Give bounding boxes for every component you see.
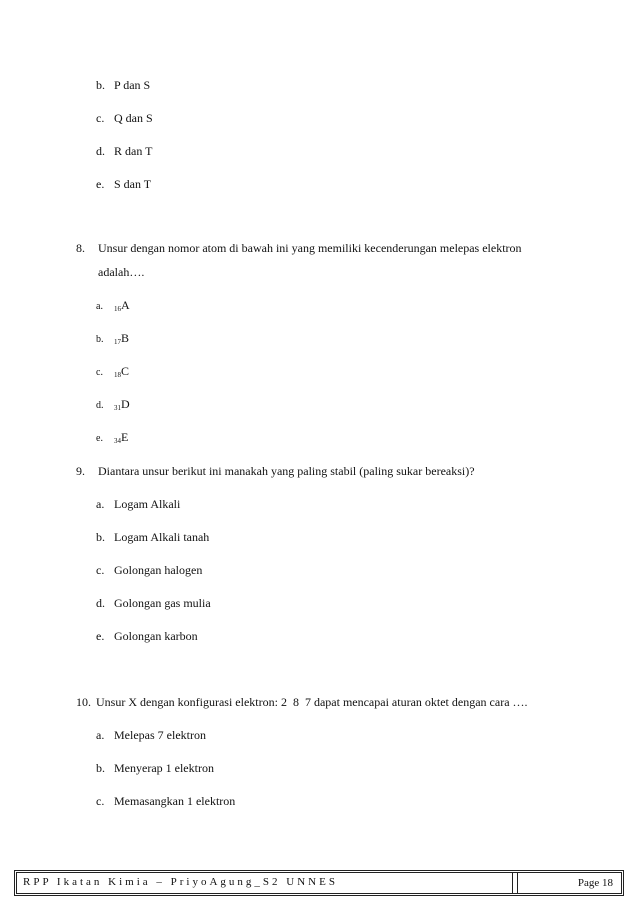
element-symbol: D <box>121 397 130 411</box>
option-text: R dan T <box>114 144 153 158</box>
element-symbol: C <box>121 364 130 378</box>
option-text: Memasangkan 1 elektron <box>114 794 236 808</box>
option-label: e. <box>96 433 103 444</box>
q9-option-c <box>96 563 202 577</box>
q9-option-a <box>96 497 180 511</box>
question-text: Unsur dengan nomor atom di bawah ini yang memiliki kecenderungan melepas elektron <box>98 241 522 255</box>
element-symbol: E <box>121 430 129 444</box>
atomic-number: 34 <box>114 437 121 445</box>
option-text: Golongan gas mulia <box>114 596 211 610</box>
q9-option-e <box>96 629 198 643</box>
option-label: d. <box>96 400 104 411</box>
option-label: b. <box>96 761 105 775</box>
q8-option-e <box>96 430 128 448</box>
option-label: e. <box>96 177 105 191</box>
atomic-number: 17 <box>114 338 121 346</box>
prev-option-c <box>96 111 153 125</box>
option-label: a. <box>96 301 103 312</box>
q8-option-c <box>96 364 129 382</box>
q10-option-a <box>96 728 206 742</box>
element-symbol: B <box>121 331 130 345</box>
option-text: Menyerap 1 elektron <box>114 761 214 775</box>
option-text: Golongan halogen <box>114 563 203 577</box>
q9-option-d <box>96 596 211 610</box>
option-label: e. <box>96 629 105 643</box>
option-label: c. <box>96 367 103 378</box>
prev-option-e <box>96 177 151 191</box>
question-text: Diantara unsur berikut ini manakah yang paling stabil (paling sukar bereaksi)? <box>98 464 475 478</box>
q9-option-b <box>96 530 209 544</box>
option-label: a. <box>96 728 105 742</box>
question-text: Unsur X dengan konfigurasi elektron: 2 8 7 dapat mencapai aturan oktet dengan cara …. <box>96 695 528 709</box>
atomic-number: 18 <box>114 371 121 379</box>
atomic-number: 16 <box>114 305 121 313</box>
option-text: Melepas 7 elektron <box>114 728 206 742</box>
prev-option-b <box>96 78 150 92</box>
option-text: Logam Alkali tanah <box>114 530 210 544</box>
page-number: Page 18 <box>577 877 613 889</box>
q8-option-d <box>96 397 130 415</box>
option-label: d. <box>96 144 105 158</box>
q10-option-c <box>96 794 235 808</box>
footer-divider <box>512 873 518 893</box>
q8-option-a <box>96 298 130 316</box>
option-text: S dan T <box>114 177 152 191</box>
option-label: d. <box>96 596 105 610</box>
option-label: c. <box>96 794 105 808</box>
element-symbol: A <box>121 298 130 312</box>
question-number: 10. <box>76 695 91 709</box>
option-text: Golongan karbon <box>114 629 198 643</box>
question-8 <box>76 241 522 255</box>
q8-option-b <box>96 331 129 349</box>
option-label: a. <box>96 497 105 511</box>
question-8-continuation: adalah…. <box>98 265 145 279</box>
option-text: Logam Alkali <box>114 497 181 511</box>
prev-option-d <box>96 144 152 158</box>
question-10 <box>76 695 528 709</box>
atomic-number: 31 <box>114 404 121 412</box>
q10-option-b <box>96 761 214 775</box>
question-number: 8. <box>76 241 85 255</box>
option-label: b. <box>96 334 104 345</box>
footer-title: RPP Ikatan Kimia – PriyoAgung_S2 UNNES <box>23 876 338 888</box>
question-number: 9. <box>76 464 85 478</box>
option-text: P dan S <box>114 78 151 92</box>
option-label: c. <box>96 563 105 577</box>
page-footer <box>14 870 624 896</box>
option-label: c. <box>96 111 105 125</box>
option-text: Q dan S <box>114 111 153 125</box>
option-label: b. <box>96 530 105 544</box>
option-label: b. <box>96 78 105 92</box>
question-9 <box>76 464 475 478</box>
